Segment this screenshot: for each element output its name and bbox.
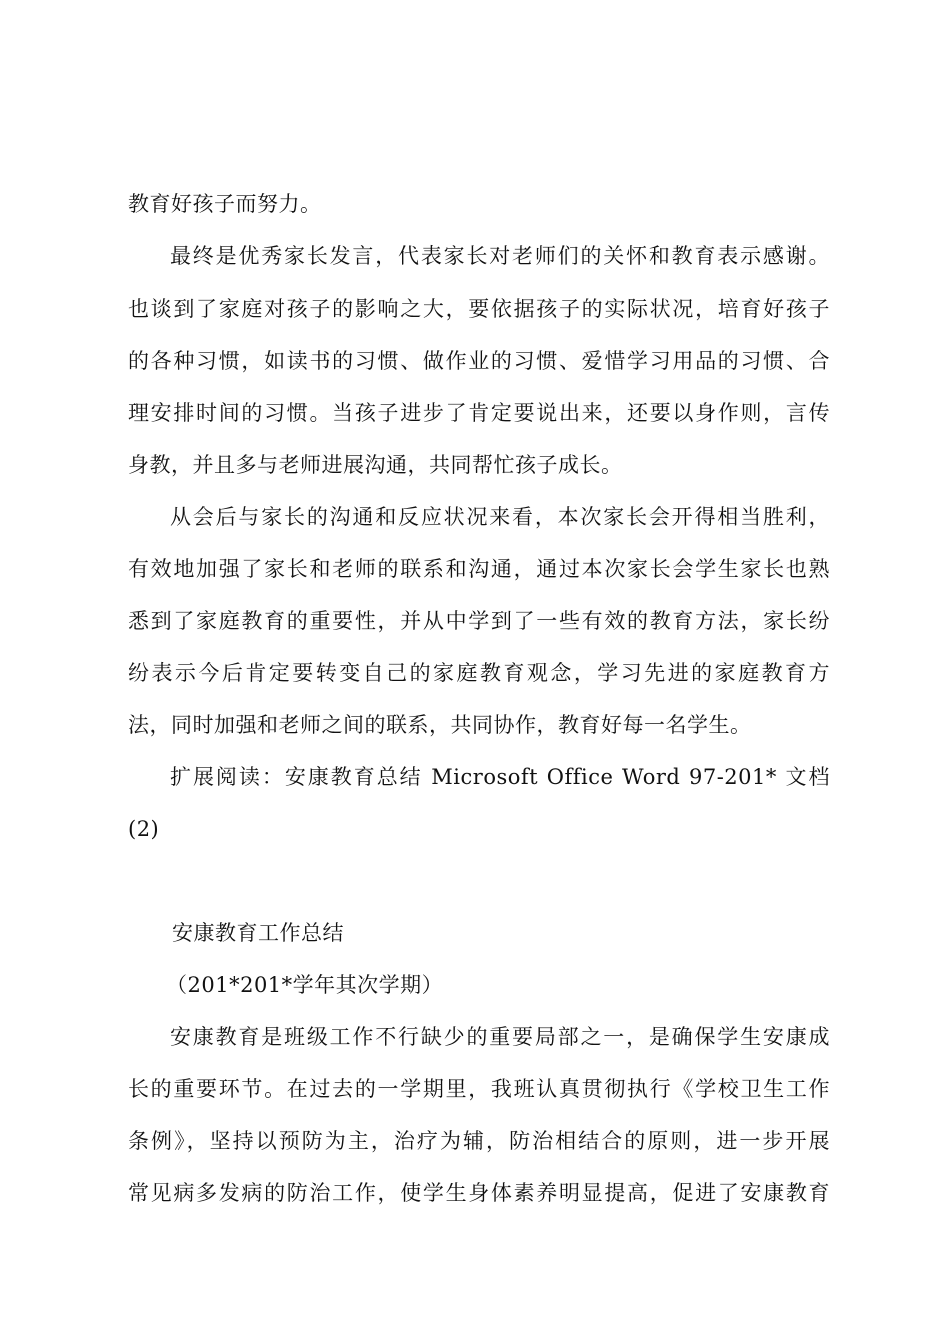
extended-reading-line: (2) [128, 817, 160, 841]
paragraph-line: 有效地加强了家长和老师的联系和沟通，通过本次家长会学生家长也熟 [128, 557, 830, 581]
paragraph-line: 教育好孩子而努力。 [128, 192, 322, 216]
paragraph-line: 身教，并且多与老师进展沟通，共同帮忙孩子成长。 [128, 453, 623, 477]
paragraph-line: 纷表示今后肯定要转变自己的家庭教育观念，学习先进的家庭教育方 [128, 661, 830, 685]
section-subtitle: （201*201*学年其次学期） [166, 973, 444, 997]
section-body-line: 条例》，坚持以预防为主，治疗为辅，防治相结合的原则，进一步开展 [128, 1129, 830, 1153]
paragraph-line: 法，同时加强和老师之间的联系，共同协作，教育好每一名学生。 [128, 713, 752, 737]
extended-reading-line: 扩展阅读：安康教育总结 Microsoft Office Word 97-201* 文档 [170, 765, 830, 789]
section-body-line: 安康教育是班级工作不行缺少的重要局部之一，是确保学生安康成 [170, 1025, 830, 1049]
paragraph-line: 也谈到了家庭对孩子的影响之大，要依据孩子的实际状况，培育好孩子 [128, 297, 830, 321]
paragraph-line: 的各种习惯，如读书的习惯、做作业的习惯、爱惜学习用品的习惯、合 [128, 349, 830, 373]
paragraph-line: 理安排时间的习惯。当孩子进步了肯定要说出来，还要以身作则，言传 [128, 401, 830, 425]
section-title: 安康教育工作总结 [172, 921, 344, 945]
paragraph-line: 悉到了家庭教育的重要性，并从中学到了一些有效的教育方法，家长纷 [128, 609, 830, 633]
paragraph-line: 从会后与家长的沟通和反应状况来看，本次家长会开得相当胜利， [170, 505, 830, 529]
section-body-line: 长的重要环节。在过去的一学期里，我班认真贯彻执行《学校卫生工作 [128, 1077, 830, 1101]
paragraph-line: 最终是优秀家长发言，代表家长对老师们的关怀和教育表示感谢。 [170, 244, 830, 268]
section-body-line: 常见病多发病的防治工作，使学生身体素养明显提高，促进了安康教育 [128, 1181, 830, 1205]
